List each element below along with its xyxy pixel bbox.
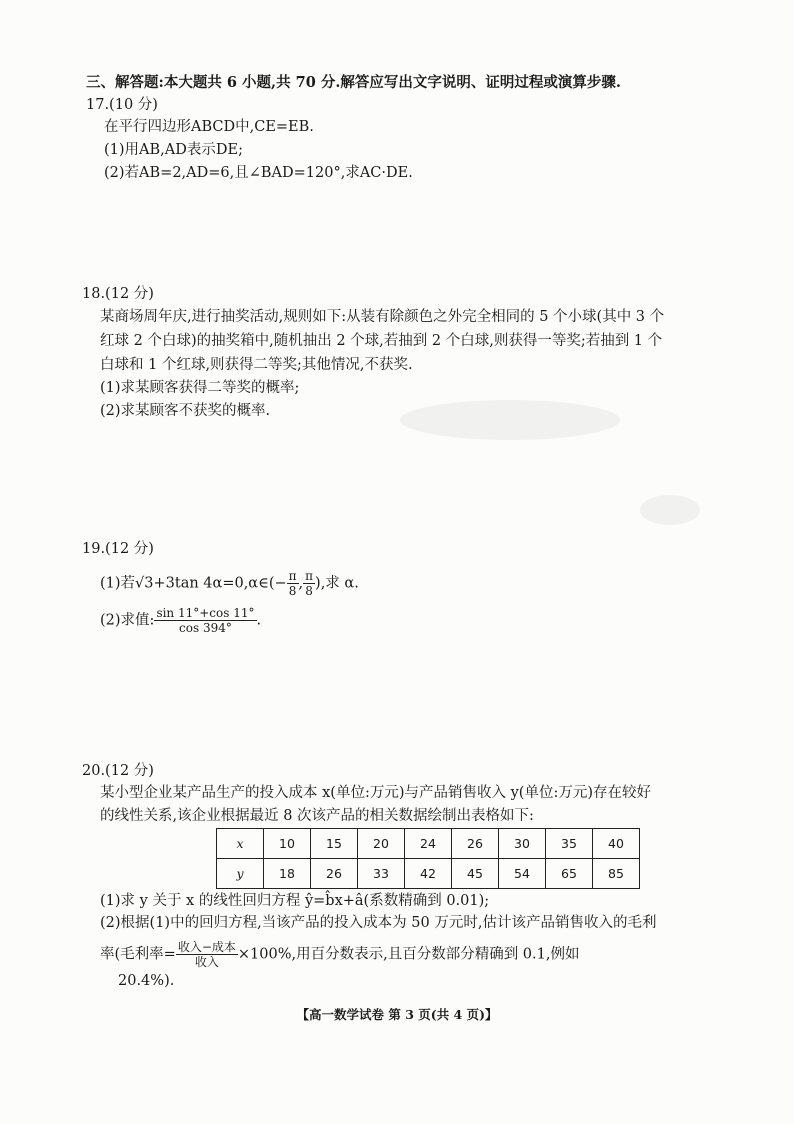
table-cell: 18 — [264, 859, 311, 889]
table-header-x: x — [217, 829, 264, 859]
q20-part2-text-a: 率(毛利率= — [100, 946, 176, 963]
table-cell: 26 — [452, 829, 499, 859]
table-cell: 20 — [358, 829, 405, 859]
q17-header: 17.(10 分) — [86, 97, 158, 113]
q19-header: 19.(12 分) — [82, 541, 154, 557]
q17-part1: (1)用AB,AD表示DE; — [104, 142, 243, 158]
pi-over-8-fraction — [303, 569, 315, 598]
table-cell: 85 — [593, 859, 640, 889]
q20-part1: (1)求 y 关于 x 的线性回归方程 ŷ=b̂x+â(系数精确到 0.01); — [100, 893, 490, 909]
q20-part2-line3: 20.4%). — [118, 973, 175, 989]
data-table — [216, 828, 640, 889]
q19-part1 — [100, 569, 359, 598]
table-cell: 65 — [546, 859, 593, 889]
q17-stem: 在平行四边形ABCD中,CE=EB. — [104, 119, 314, 135]
section-title: 三、解答题:本大题共 6 小题,共 70 分.解答应写出文字说明、证明过程或演算步骤. — [86, 74, 621, 91]
q20-part2-line1: (2)根据(1)中的回归方程,当该产品的投入成本为 50 万元时,估计该产品销售收入的毛利 — [100, 915, 657, 931]
q19-part2-suffix: . — [256, 612, 262, 629]
q18-part1: (1)求某顾客获得二等奖的概率; — [100, 380, 300, 396]
table-cell: 40 — [593, 829, 640, 859]
table-cell: 45 — [452, 859, 499, 889]
table-cell: 30 — [499, 829, 546, 859]
table-header-y: y — [217, 859, 264, 889]
table-row-y — [217, 859, 640, 889]
q20-line2: 的线性关系,该企业根据最近 8 次该产品的相关数据绘制出表格如下: — [100, 808, 534, 824]
q20-header: 20.(12 分) — [82, 763, 154, 779]
q19-fraction — [154, 606, 256, 635]
table-cell: 54 — [499, 859, 546, 889]
table-cell: 42 — [405, 859, 452, 889]
scan-smudge — [400, 400, 620, 440]
table-row-x — [217, 829, 640, 859]
fraction-numerator: 收入−成本 — [177, 940, 236, 954]
fraction-denominator: 8 — [288, 584, 297, 598]
q20-part2-line2 — [100, 940, 579, 969]
page-footer: 【高一数学试卷 第 3 页(共 4 页)】 — [296, 1007, 498, 1022]
q19-part2-prefix: (2)求值: — [100, 612, 155, 629]
q20-part2-text-b: ×100%,用百分数表示,且百分数部分精确到 0.1,例如 — [237, 946, 580, 963]
table-cell: 15 — [311, 829, 358, 859]
margin-fraction — [176, 940, 238, 969]
fraction-denominator: 收入 — [194, 955, 219, 969]
q18-line3: 白球和 1 个红球,则获得二等奖;其他情况,不获奖. — [100, 357, 413, 373]
q19-part1-text-a: (1)若√3+3tan 4α=0,α∈(− — [100, 575, 287, 592]
q19-part1-text-b: , — [298, 575, 304, 592]
table-cell: 24 — [405, 829, 452, 859]
q19-part1-text-c: ),求 α. — [315, 575, 359, 592]
q20-line1: 某小型企业某产品生产的投入成本 x(单位:万元)与产品销售收入 y(单位:万元)存在较好 — [100, 785, 651, 801]
fraction-denominator: 8 — [305, 584, 313, 598]
table-cell: 26 — [311, 859, 358, 889]
table-cell: 10 — [264, 829, 311, 859]
q18-line1: 某商场周年庆,进行抽奖活动,规则如下:从装有除颜色之外完全相同的 5 个小球(其中 3 个 — [100, 309, 665, 325]
q18-header: 18.(12 分) — [82, 286, 154, 302]
q19-part2 — [100, 606, 261, 635]
fraction-numerator: π — [288, 569, 297, 583]
q18-part2: (2)求某顾客不获奖的概率. — [100, 403, 271, 419]
table-cell: 35 — [546, 829, 593, 859]
fraction-numerator: sin 11°+cos 11° — [156, 606, 255, 620]
scan-smudge — [640, 495, 700, 525]
q17-part2: (2)若AB=2,AD=6,且∠BAD=120°,求AC·DE. — [104, 165, 413, 181]
pi-over-8-fraction — [287, 569, 299, 598]
q18-line2: 红球 2 个白球)的抽奖箱中,随机抽出 2 个球,若抽到 2 个白球,则获得一等奖;若抽到 1 个 — [100, 333, 663, 349]
fraction-denominator: cos 394° — [179, 621, 232, 635]
fraction-numerator: π — [305, 569, 314, 583]
table-cell: 33 — [358, 859, 405, 889]
